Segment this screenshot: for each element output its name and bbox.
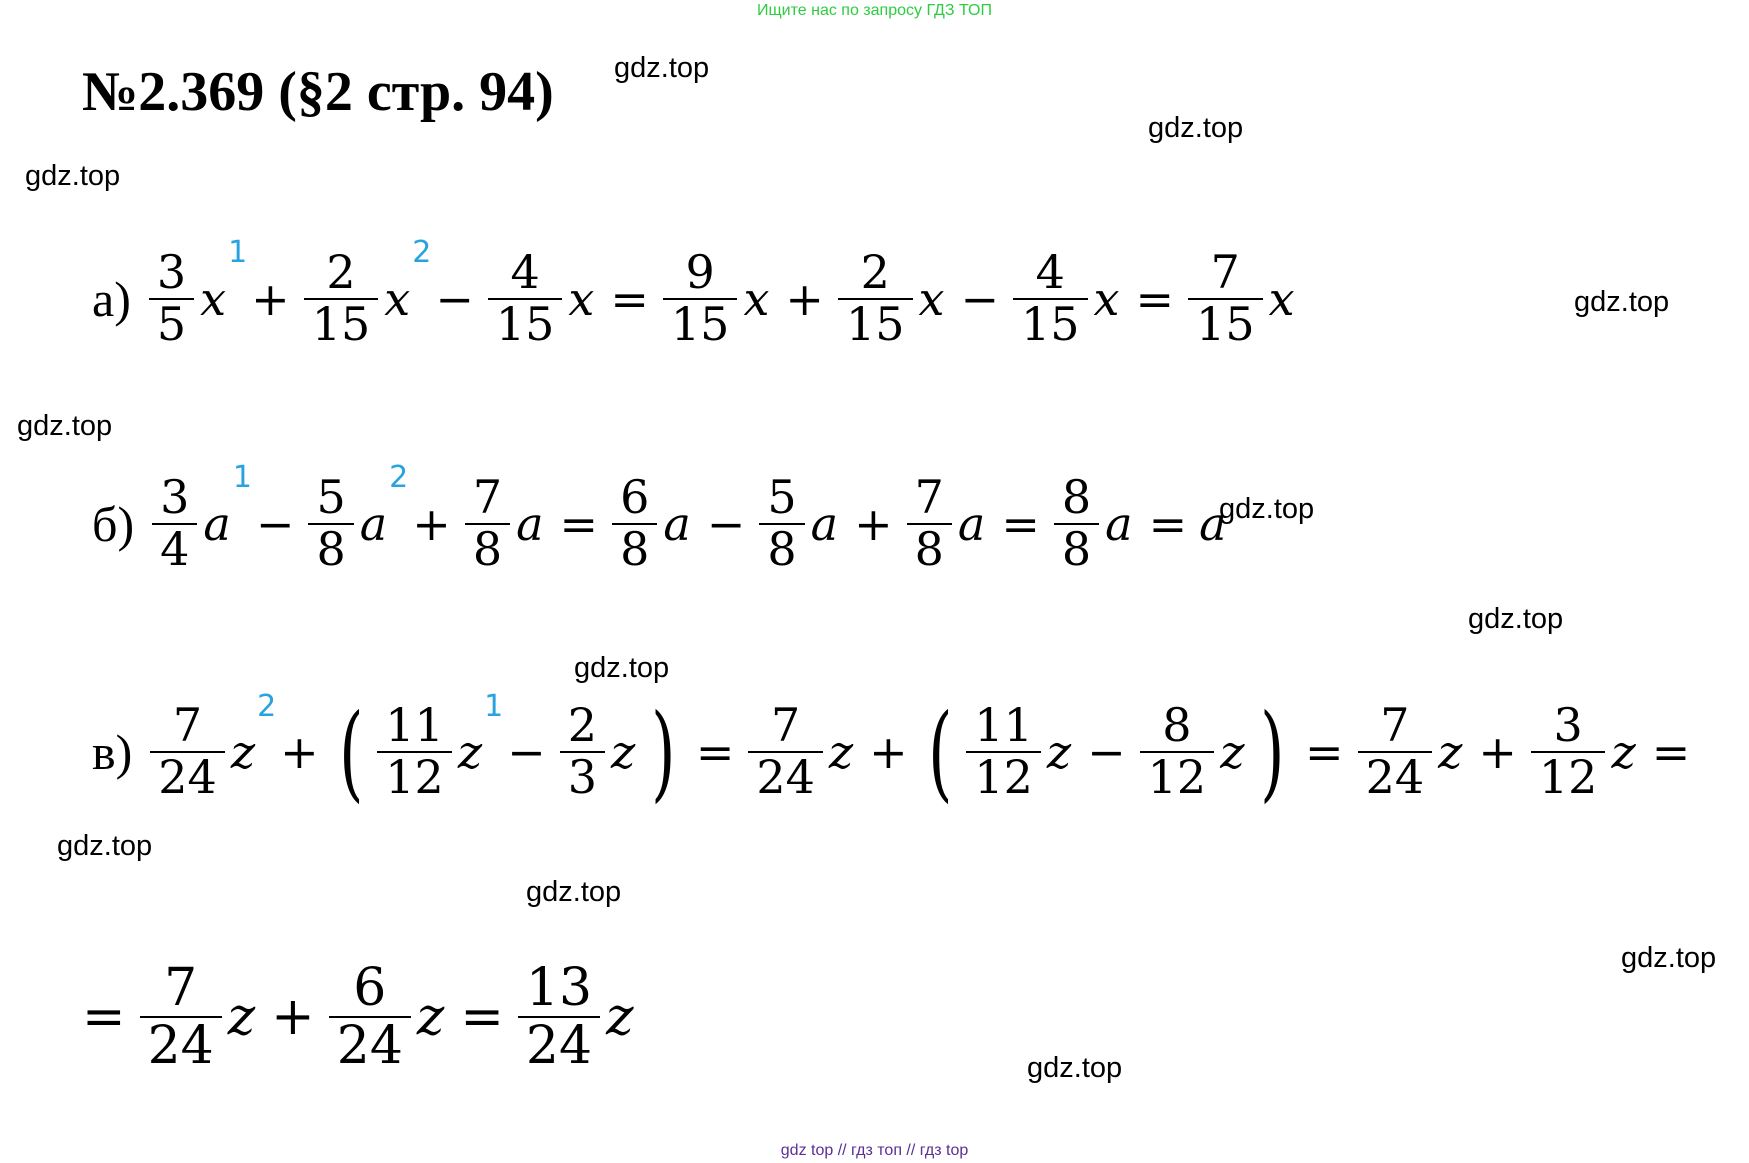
fraction: $\frac{9}{15}$ [663, 248, 738, 349]
problem-c: в) $\frac{7}{24}$ z 2 + ( $\frac{11}{12}$ z 1 − $\frac{2}{3}$ z ) = $\frac{7}{24}$ z + ( $\frac{11}{12}$ z − $\frac{8}{12}$ z ) = $\frac{7}{24}$ z + $\frac{3}{12}$ z = [92, 688, 1691, 813]
fraction: $\frac{2}{3}$ [560, 701, 605, 802]
fraction: $\frac{5}{8}$ [308, 473, 353, 574]
lcd-multiplier: 1 [484, 688, 504, 724]
left-paren: ( [927, 691, 953, 813]
search-banner: Ищите нас по запросу ГДЗ ТОП [757, 2, 992, 19]
fraction: $\frac{8}{12}$ [1140, 701, 1215, 802]
fraction: $\frac{11}{12}$ [377, 701, 452, 802]
watermark: gdz.top [1148, 112, 1244, 144]
lcd-multiplier: 1 [232, 460, 252, 496]
fraction: $\frac{8}{8}$ [1054, 473, 1099, 574]
watermark: gdz.top [1574, 286, 1670, 318]
fraction: $\frac{3}{5}$ [149, 248, 194, 349]
watermark: gdz.top [57, 830, 153, 862]
footer-links: gdz top // гдз топ // гдз top [780, 1142, 969, 1159]
watermark: gdz.top [1219, 493, 1315, 525]
fraction: $\frac{7}{24}$ [150, 701, 225, 802]
lcd-multiplier: 1 [228, 235, 248, 271]
problem-b: б) $\frac{3}{4}$ a 1 − $\frac{5}{8}$ a 2 + $\frac{7}{8}$ a = $\frac{6}{8}$ a − $\frac{5}{8}$ a + $\frac{7}{8}$ a = $\frac{8}{8}$ a = a [92, 460, 1227, 576]
page-title: №2.369 (§2 стр. 94) [82, 61, 554, 123]
result-value: a [1199, 496, 1227, 551]
fraction: $\frac{6}{24}$ [329, 960, 411, 1074]
watermark: gdz.top [17, 410, 113, 442]
problem-c-continuation: = $\frac{7}{24}$ z + $\frac{6}{24}$ z = $\frac{13}{24}$ z [82, 958, 634, 1077]
watermark: gdz.top [1027, 1052, 1123, 1084]
fraction: $\frac{4}{15}$ [1013, 248, 1088, 349]
fraction: $\frac{4}{15}$ [488, 248, 563, 349]
fraction: $\frac{2}{15}$ [304, 248, 379, 349]
fraction: $\frac{2}{15}$ [838, 248, 913, 349]
right-paren: ) [651, 691, 676, 813]
lcd-multiplier: 2 [389, 460, 409, 496]
problem-label: в) [92, 724, 133, 780]
fraction: $\frac{11}{12}$ [966, 701, 1041, 802]
problem-label: а) [92, 270, 131, 327]
watermark: gdz.top [1621, 942, 1717, 974]
left-paren: ( [338, 691, 364, 813]
fraction: $\frac{5}{8}$ [759, 473, 804, 574]
right-paren: ) [1260, 691, 1285, 813]
problem-label: б) [92, 495, 135, 552]
result-fraction: $\frac{7}{15}$ [1188, 248, 1263, 349]
result-fraction: $\frac{13}{24}$ [518, 960, 600, 1074]
fraction: $\frac{7}{24}$ [1358, 701, 1433, 802]
fraction: $\frac{7}{24}$ [140, 960, 222, 1074]
fraction: $\frac{7}{8}$ [465, 473, 510, 574]
watermark: gdz.top [574, 652, 670, 684]
watermark: gdz.top [25, 160, 121, 192]
lcd-multiplier: 2 [412, 235, 432, 271]
fraction: $\frac{6}{8}$ [612, 473, 657, 574]
watermark: gdz.top [614, 52, 710, 84]
lcd-multiplier: 2 [257, 688, 277, 724]
watermark: gdz.top [526, 876, 622, 908]
fraction: $\frac{3}{4}$ [152, 473, 197, 574]
fraction: $\frac{7}{24}$ [748, 701, 823, 802]
fraction: $\frac{7}{8}$ [907, 473, 952, 574]
fraction: $\frac{3}{12}$ [1531, 701, 1606, 802]
problem-a: а) $\frac{3}{5}$ x 1 + $\frac{2}{15}$ x 2 − $\frac{4}{15}$ x = $\frac{9}{15}$ x + $\frac{2}{15}$ x − $\frac{4}{15}$ x = $\frac{7}{15}$ x [92, 235, 1295, 351]
watermark: gdz.top [1468, 603, 1564, 635]
